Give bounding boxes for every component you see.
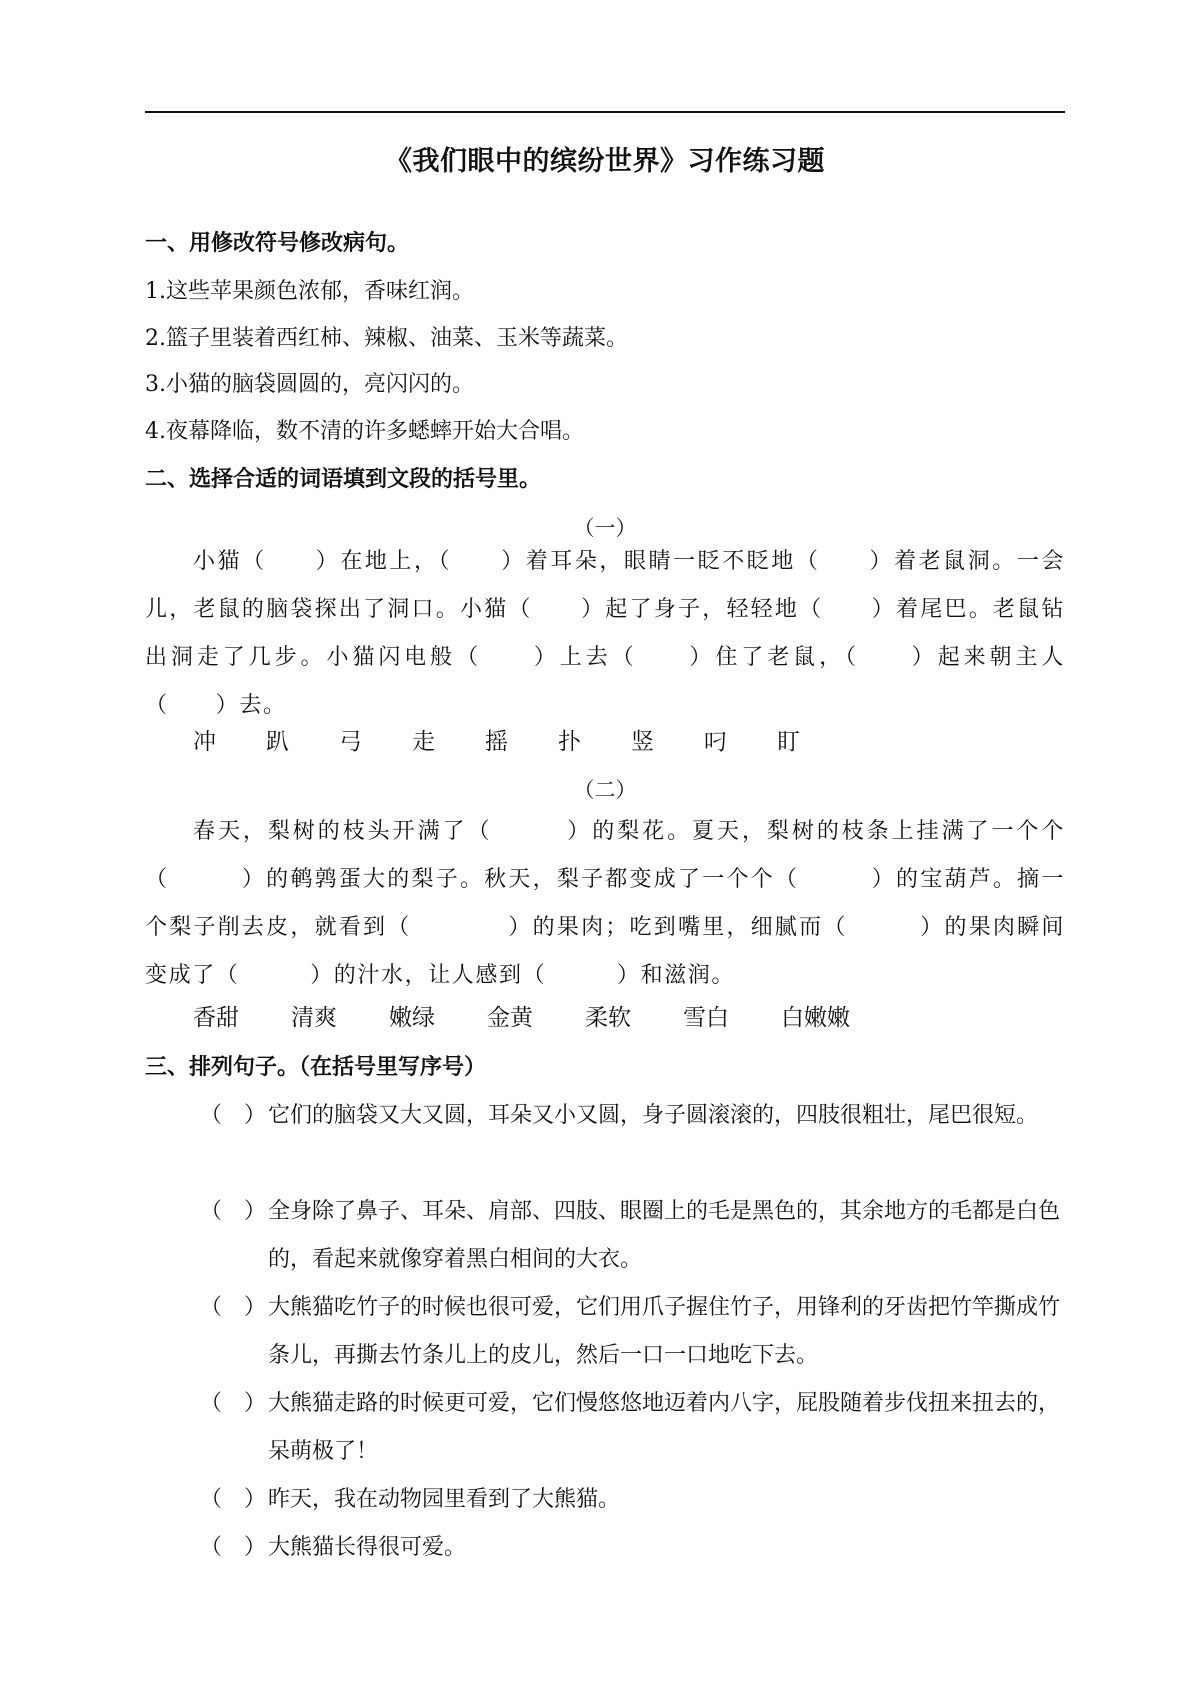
order-sentence: 全身除了鼻子、耳朵、肩部、四肢、眼圈上的毛是黑色的，其余地方的毛都是白色的，看起来就像穿着黑白相间的大衣。	[268, 1199, 1061, 1272]
part1-word-bank	[193, 726, 850, 758]
word-option: 趴	[266, 729, 289, 755]
word-option: 雪白	[683, 1005, 729, 1031]
page-title: 《我们眼中的缤纷世界》习作练习题	[385, 146, 825, 177]
answer-blank[interactable]: （ ）	[200, 1391, 267, 1416]
answer-blank[interactable]: （ ）	[200, 1535, 267, 1560]
order-sentence: 它们的脑袋又大又圆，耳朵又小又圆，身子圆滚滚的，四肢很粗壮，尾巴很短。	[268, 1103, 1039, 1128]
part1-label: （一）	[573, 516, 637, 540]
word-option: 柔软	[585, 1005, 631, 1031]
order-item	[200, 1524, 1065, 1572]
answer-blank[interactable]: （ ）	[200, 1295, 267, 1320]
answer-blank[interactable]: （ ）	[200, 1487, 267, 1512]
section1-heading: 一、用修改符号修改病句。	[145, 231, 410, 256]
section2-heading: 二、选择合适的词语填到文段的括号里。	[145, 467, 542, 492]
order-sentence: 大熊猫吃竹子的时候也很可爱，它们用爪子握住竹子，用锋利的牙齿把竹竿撕成竹条儿，再撕去竹条儿上的皮儿，然后一口一口地吃下去。	[268, 1295, 1061, 1368]
order-item	[200, 1380, 1065, 1476]
part1-passage: 小猫（ ）在地上，（ ）着耳朵，眼睛一眨不眨地（ ）着老鼠洞。一会儿，老鼠的脑袋探出了洞口。小猫（ ）起了身子，轻轻地（ ）着尾巴。老鼠钻出洞走了几步。小猫闪电般（ ）上去（ ）住了老鼠，（ ）起来朝主人（ ）去。	[145, 549, 1065, 718]
word-option: 冲	[193, 729, 216, 755]
sentence-item: 2.篮子里装着西红柿、辣椒、油菜、玉米等蔬菜。	[145, 326, 628, 351]
answer-blank[interactable]: （ ）	[200, 1199, 267, 1224]
word-option: 弓	[339, 729, 362, 755]
order-sentence: 大熊猫长得很可爱。	[268, 1535, 467, 1560]
order-item	[200, 1284, 1065, 1380]
sentence-item: 4.夜幕降临，数不清的许多蟋蟀开始大合唱。	[145, 419, 584, 444]
order-item	[200, 1476, 1065, 1524]
order-item	[200, 1188, 1065, 1284]
word-option: 竖	[631, 729, 654, 755]
word-option: 嫩绿	[389, 1005, 435, 1031]
sentence-item: 1.这些苹果颜色浓郁，香味红润。	[145, 279, 474, 304]
part2-passage: 春天，梨树的枝头开满了（ ）的梨花。夏天，梨树的枝条上挂满了一个个（ ）的鹌鹑蛋大的梨子。秋天，梨子都变成了一个个（ ）的宝葫芦。摘一个梨子削去皮，就看到（ ）的果肉；吃到嘴里，细腻而（ ）的果肉瞬间变成了（ ）的汁水，让人感到（ ）和滋润。	[145, 819, 1065, 988]
sentence-item: 3.小猫的脑袋圆圆的，亮闪闪的。	[145, 372, 474, 397]
word-option: 扑	[558, 729, 581, 755]
order-sentence: 昨天，我在动物园里看到了大熊猫。	[268, 1487, 621, 1512]
part2-word-bank	[193, 1002, 879, 1034]
header-rule	[145, 111, 1065, 113]
word-option: 清爽	[291, 1005, 337, 1031]
order-item	[200, 1092, 1065, 1140]
word-option: 叼	[704, 729, 727, 755]
answer-blank[interactable]: （ ）	[200, 1103, 267, 1128]
word-option: 摇	[485, 729, 508, 755]
word-option: 香甜	[193, 1005, 239, 1031]
part2-label: （二）	[573, 778, 637, 802]
word-option: 白嫩嫩	[781, 1005, 850, 1031]
word-option: 走	[412, 729, 435, 755]
order-sentence: 大熊猫走路的时候更可爱，它们慢悠悠地迈着内八字，屁股随着步伐扭来扭去的，呆萌极了！	[268, 1391, 1061, 1464]
word-option: 金黄	[487, 1005, 533, 1031]
word-option: 盯	[777, 729, 800, 755]
section3-heading: 三、排列句子。（在括号里写序号）	[145, 1055, 487, 1080]
